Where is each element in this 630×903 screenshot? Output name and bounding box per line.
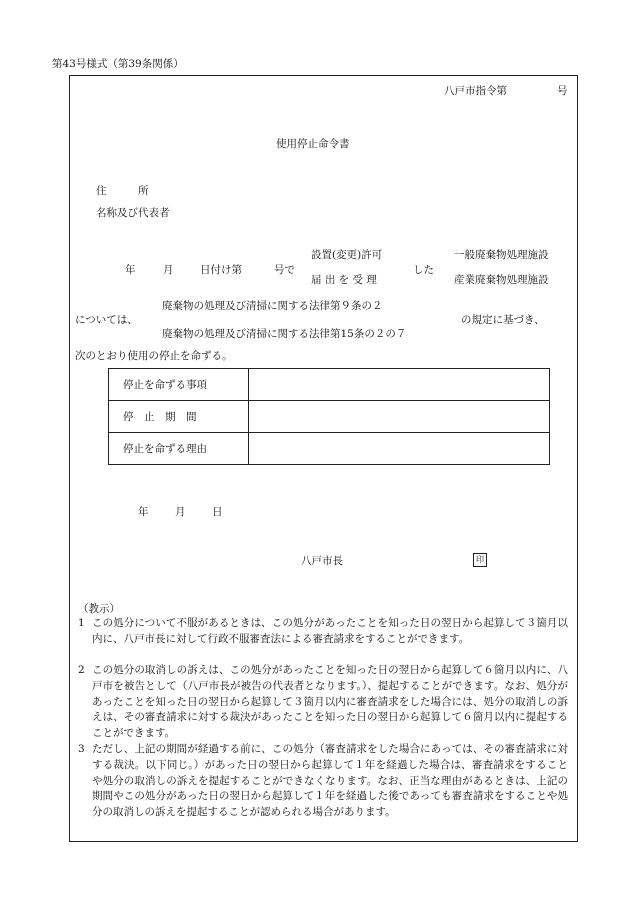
table-row xyxy=(109,401,550,433)
facility-general: 一般廃棄物処理施設 xyxy=(454,249,549,261)
table-row-label: 停 止 期 間 xyxy=(109,401,249,433)
note-number: 3 xyxy=(78,743,85,755)
note-item xyxy=(78,663,568,742)
number-suffix-label: 号で xyxy=(274,264,295,276)
form-number: 第43号様式（第39条関係） xyxy=(52,58,184,70)
law-lead: については、 xyxy=(75,314,138,326)
stop-order-table xyxy=(108,368,550,465)
law-b: 廃棄物の処理及び清掃に関する法律第15条の２の７ xyxy=(162,328,407,340)
table-row-label: 停止を命ずる事項 xyxy=(109,369,249,401)
note-item xyxy=(78,742,568,821)
date-month-label: 月 xyxy=(163,264,174,276)
table-row-value xyxy=(249,433,550,465)
note-text: ただし、上記の期間が経過する前に、この処分（審査請求をした場合にあっては、その審査請求に対する裁決。以下同じ。）があった日の翌日から起算して１年を経過した場合は、審査請求をすることや処分の取消しの訴えを提起することができなくなります。なお、正当な理由があるときは、上記の期間やこの処分があった日の翌日から起算して１年を経過した後であっても審査請求をすることや処分の取消しの訴えを提起することが認められる場合があります。 xyxy=(92,743,568,819)
page-title: 使用停止命令書 xyxy=(276,138,350,150)
table-row-value xyxy=(249,369,550,401)
doc-number-suffix: 号 xyxy=(557,85,568,97)
choice-notice: 届 出 を 受 理 xyxy=(311,274,377,286)
seal-mark: 印 xyxy=(473,553,487,567)
order-sentence: 次のとおり使用の停止を命ずる。 xyxy=(75,350,233,362)
issue-year-label: 年 xyxy=(138,506,149,518)
choice-permit: 設置(変更)許可 xyxy=(311,249,383,261)
issue-month-label: 月 xyxy=(175,506,186,518)
date-year-label: 年 xyxy=(125,264,136,276)
law-a: 廃棄物の処理及び清掃に関する法律第９条の２ xyxy=(162,300,383,312)
note-number: 2 xyxy=(78,664,85,676)
doc-number-prefix: 八戸市指令第 xyxy=(444,85,507,97)
table-row-label: 停止を命ずる理由 xyxy=(109,433,249,465)
address-label: 住 所 xyxy=(96,185,149,197)
issue-day-label: 日 xyxy=(212,506,223,518)
law-tail: の規定に基づき、 xyxy=(461,314,545,326)
note-item xyxy=(78,616,568,648)
table-row-value xyxy=(249,401,550,433)
did-label: した xyxy=(413,264,434,276)
notes-heading: （教示） xyxy=(78,603,120,615)
date-day-number-label: 日付け第 xyxy=(200,264,242,276)
table-row xyxy=(109,433,550,465)
note-text: この処分の取消しの訴えは、この処分があったことを知った日の翌日から起算して６箇月以内に、八戸市を被告として（八戸市長が被告の代表者となります。）、提起することができます。なお、処分があったことを知った日の翌日から起算して３箇月以内に審査請求をした場合には、処分の取消しの訴えは、その審査請求に対する裁決があったことを知った日の翌日から起算して６箇月以内に提起することができます。 xyxy=(92,664,568,740)
note-text: この処分について不服があるときは、この処分があったことを知った日の翌日から起算して３箇月以内に、八戸市長に対して行政不服審査法による審査請求をすることができます。 xyxy=(92,617,568,645)
representative-label: 名称及び代表者 xyxy=(96,207,170,219)
signatory-name: 八戸市長 xyxy=(301,555,343,567)
facility-industrial: 産業廃棄物処理施設 xyxy=(454,274,549,286)
note-number: 1 xyxy=(78,617,85,629)
table-row xyxy=(109,369,550,401)
